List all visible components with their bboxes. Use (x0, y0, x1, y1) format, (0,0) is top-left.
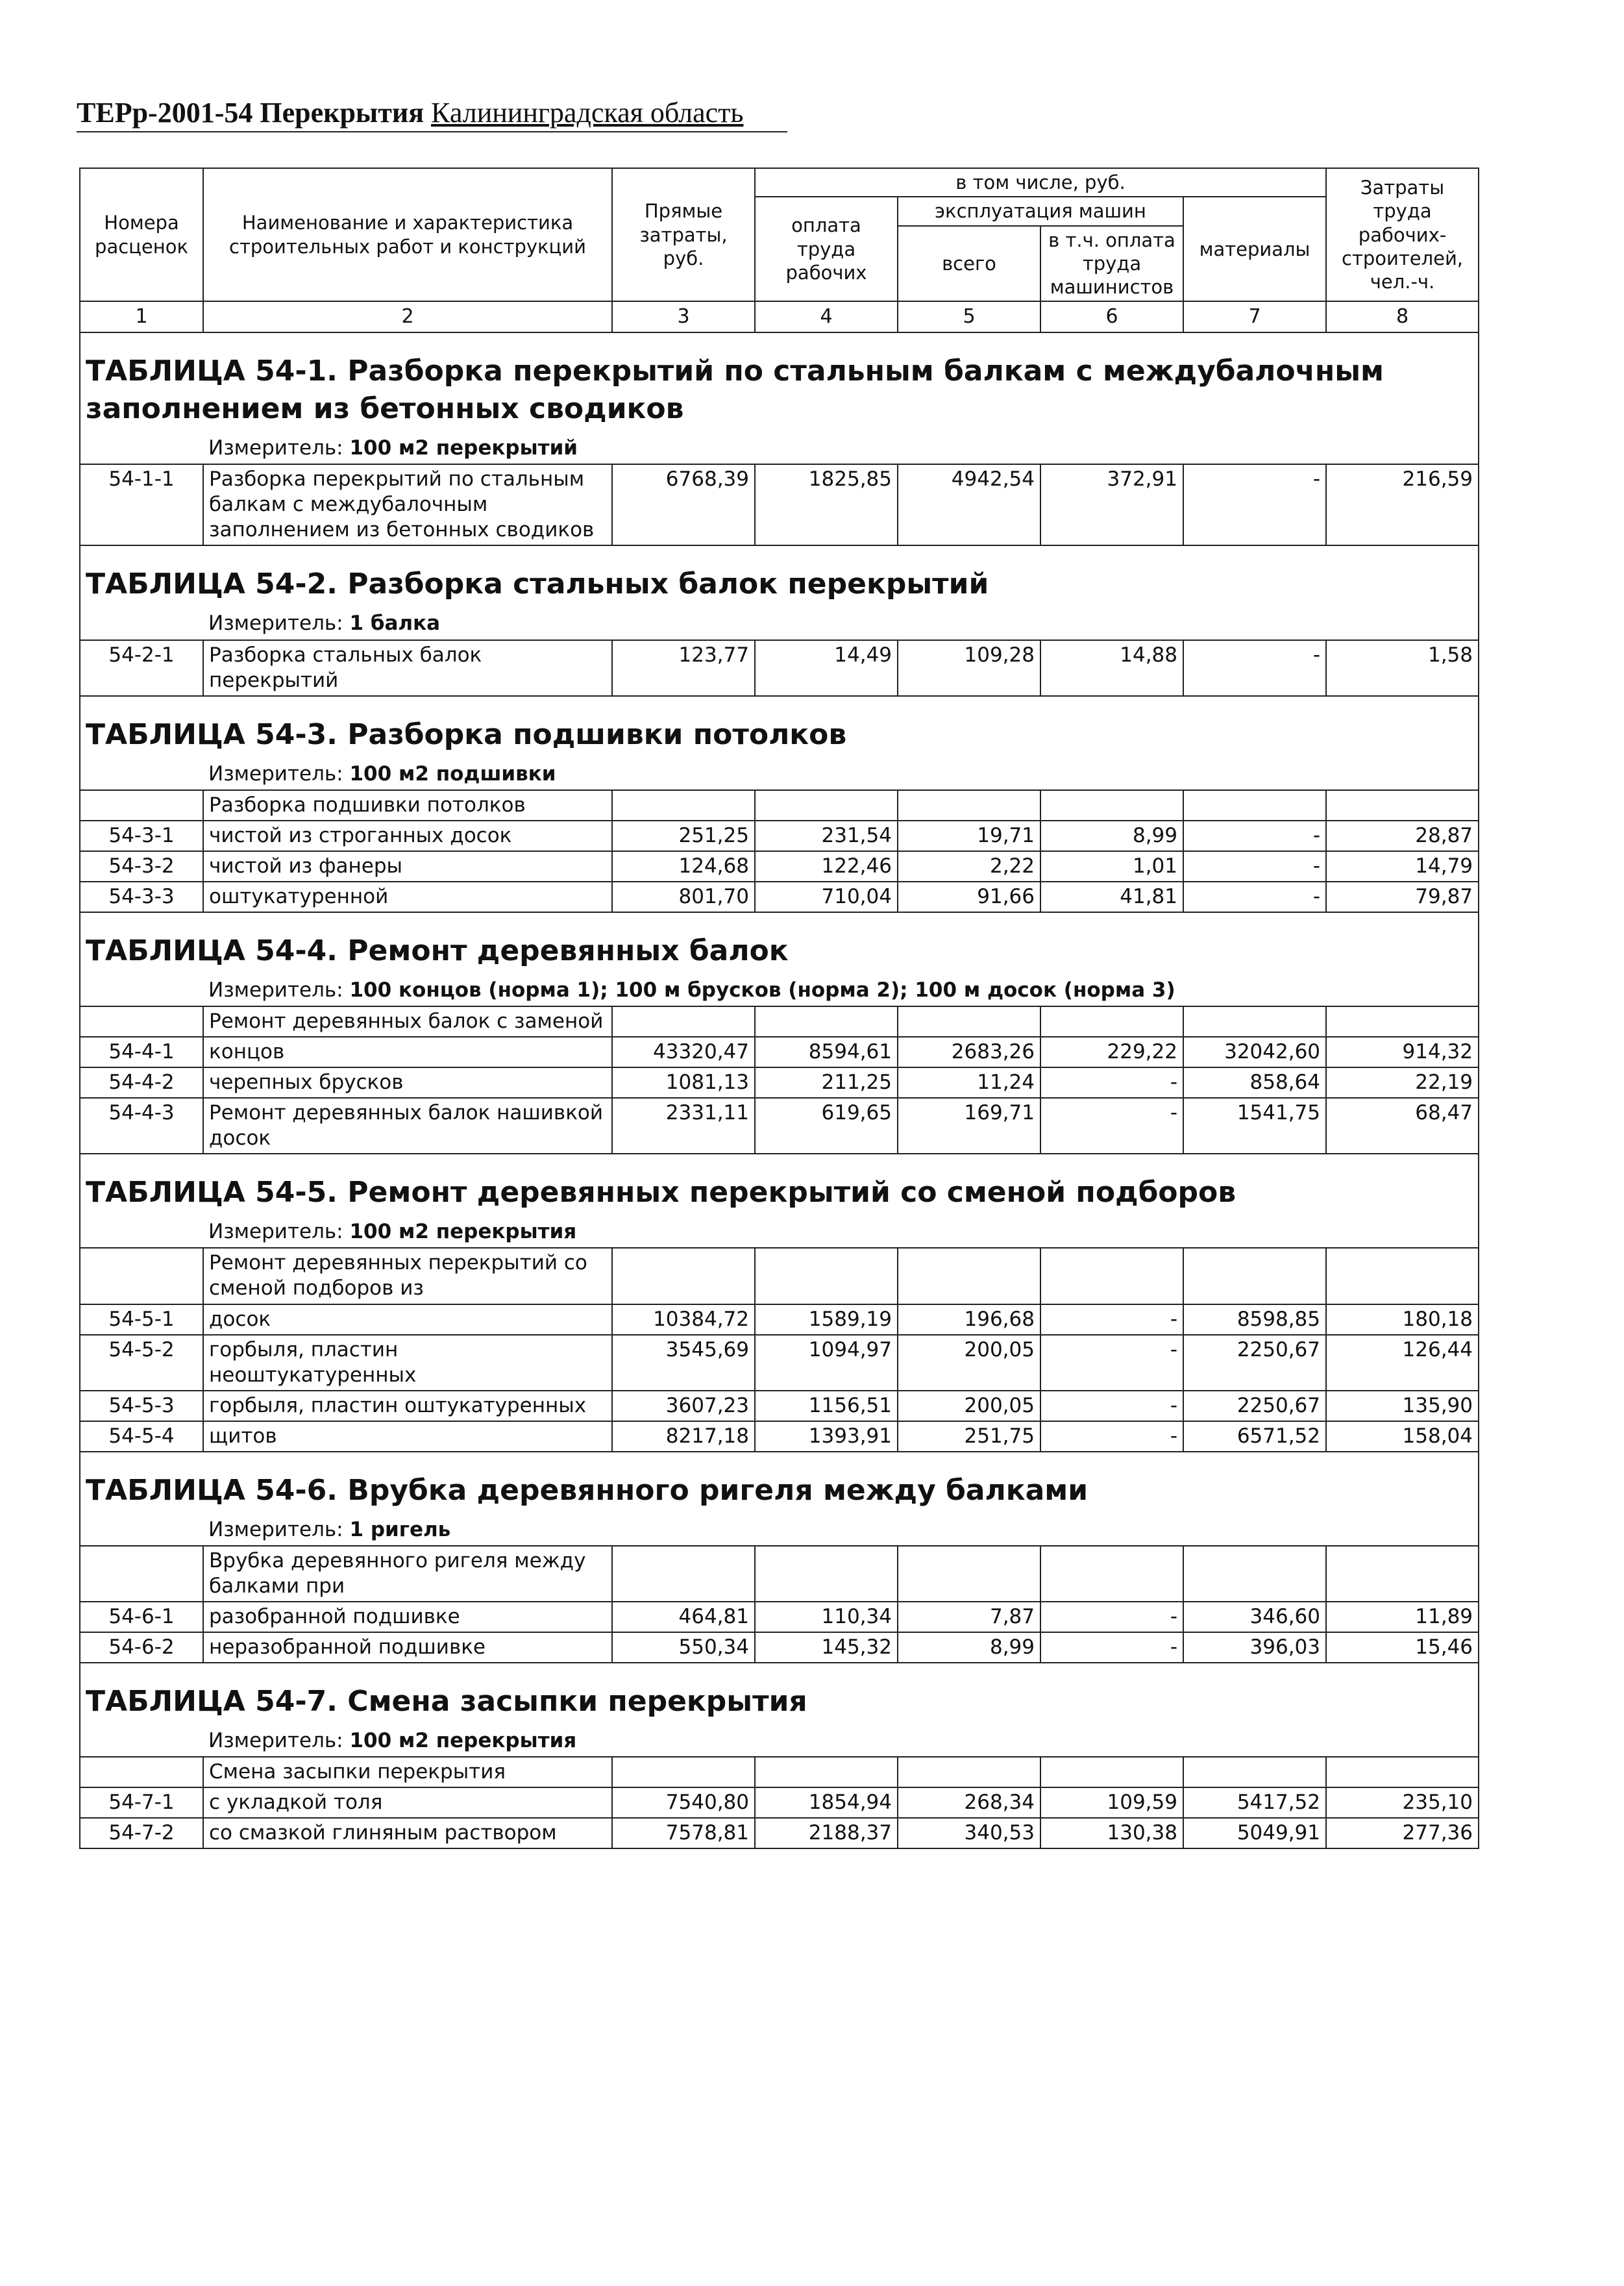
worker-wages: 145,32 (755, 1632, 898, 1663)
empty-cell (1040, 1248, 1183, 1304)
labor-hours: 79,87 (1326, 882, 1479, 912)
empty-cell (1183, 1757, 1326, 1787)
work-name: разобранной подшивке (203, 1602, 612, 1632)
work-name: оштукатуренной (203, 882, 612, 912)
machinist-wages: - (1040, 1098, 1183, 1154)
labor-hours: 1,58 (1326, 640, 1479, 696)
empty-cell (1326, 1006, 1479, 1037)
rate-code: 54-4-1 (80, 1037, 203, 1067)
measure-label: Измеритель: (208, 1220, 343, 1244)
col-header-materials: материалы (1183, 197, 1326, 301)
direct-costs: 3607,23 (612, 1391, 755, 1421)
direct-costs: 10384,72 (612, 1304, 755, 1335)
rate-code: 54-5-2 (80, 1335, 203, 1391)
measure-row (80, 976, 1479, 1006)
machinist-wages: 14,88 (1040, 640, 1183, 696)
table-title: ТАБЛИЦА 54-1. Разборка перекрытий по стальным балкам с междубалочным заполнением из бетонных сводиков (80, 332, 1479, 434)
measure-value: 100 м2 подшивки (349, 762, 556, 786)
worker-wages: 211,25 (755, 1067, 898, 1098)
direct-costs: 7540,80 (612, 1787, 755, 1818)
empty-cell (612, 1006, 755, 1037)
materials-cost: 5417,52 (1183, 1787, 1326, 1818)
table-title-row (80, 545, 1479, 610)
empty-cell (898, 790, 1040, 821)
measure-spacer (80, 1218, 203, 1248)
materials-cost: 6571,52 (1183, 1421, 1326, 1452)
rate-code: 54-7-1 (80, 1787, 203, 1818)
empty-cell (1326, 1546, 1479, 1602)
worker-wages: 14,49 (755, 640, 898, 696)
machinist-wages: 109,59 (1040, 1787, 1183, 1818)
column-number: 2 (203, 301, 612, 332)
measure-spacer (80, 434, 203, 464)
worker-wages: 619,65 (755, 1098, 898, 1154)
work-name: горбыля, пластин оштукатуренных (203, 1391, 612, 1421)
direct-costs: 8217,18 (612, 1421, 755, 1452)
labor-hours: 158,04 (1326, 1421, 1479, 1452)
header-row-1 (80, 168, 1479, 197)
direct-costs: 43320,47 (612, 1037, 755, 1067)
empty-cell (755, 790, 898, 821)
group-row (80, 1248, 1479, 1304)
rate-code: 54-7-2 (80, 1818, 203, 1848)
worker-wages: 110,34 (755, 1602, 898, 1632)
column-number: 1 (80, 301, 203, 332)
machinist-wages: - (1040, 1067, 1183, 1098)
table-title: ТАБЛИЦА 54-2. Разборка стальных балок перекрытий (80, 545, 1479, 610)
empty-cell (898, 1248, 1040, 1304)
rate-code: 54-2-1 (80, 640, 203, 696)
measure-label: Измеритель: (208, 1729, 343, 1753)
table-row (80, 1602, 1479, 1632)
labor-hours: 28,87 (1326, 821, 1479, 851)
measure-value: 100 м2 перекрытия (349, 1220, 577, 1244)
group-row (80, 1757, 1479, 1787)
worker-wages: 2188,37 (755, 1818, 898, 1848)
table-row (80, 1098, 1479, 1154)
worker-wages: 122,46 (755, 851, 898, 882)
measure-label: Измеритель: (208, 612, 343, 636)
group-code-cell (80, 1757, 203, 1787)
machine-operation: 340,53 (898, 1818, 1040, 1848)
group-label: Разборка подшивки потолков (203, 790, 612, 821)
machinist-wages: 130,38 (1040, 1818, 1183, 1848)
empty-cell (1183, 1248, 1326, 1304)
column-number: 3 (612, 301, 755, 332)
labor-hours: 216,59 (1326, 464, 1479, 545)
col-header-labor: Затраты труда рабочих-строителей, чел.-ч. (1326, 168, 1479, 301)
table-row (80, 464, 1479, 545)
materials-cost: - (1183, 464, 1326, 545)
column-number: 5 (898, 301, 1040, 332)
empty-cell (1326, 1757, 1479, 1787)
empty-cell (755, 1546, 898, 1602)
work-name: досок (203, 1304, 612, 1335)
machine-operation: 4942,54 (898, 464, 1040, 545)
measure (203, 1516, 1479, 1546)
work-name: концов (203, 1037, 612, 1067)
rate-code: 54-5-3 (80, 1391, 203, 1421)
empty-cell (1326, 790, 1479, 821)
labor-hours: 14,79 (1326, 851, 1479, 882)
machinist-wages: 1,01 (1040, 851, 1183, 882)
machinist-wages: - (1040, 1304, 1183, 1335)
table-row (80, 640, 1479, 696)
empty-cell (1040, 790, 1183, 821)
measure-spacer (80, 1516, 203, 1546)
table-row (80, 1818, 1479, 1848)
table-title-row (80, 696, 1479, 760)
work-name: с укладкой толя (203, 1787, 612, 1818)
measure (203, 1727, 1479, 1757)
empty-cell (612, 1248, 755, 1304)
col-header-wages: оплата труда рабочих (755, 197, 898, 301)
table-row (80, 1335, 1479, 1391)
rate-code: 54-3-2 (80, 851, 203, 882)
worker-wages: 1589,19 (755, 1304, 898, 1335)
work-name: неразобранной подшивке (203, 1632, 612, 1663)
measure-value: 100 концов (норма 1); 100 м брусков (норма 2); 100 м досок (норма 3) (349, 978, 1175, 1002)
measure-spacer (80, 1727, 203, 1757)
materials-cost: 2250,67 (1183, 1391, 1326, 1421)
direct-costs: 1081,13 (612, 1067, 755, 1098)
machinist-wages: - (1040, 1602, 1183, 1632)
direct-costs: 464,81 (612, 1602, 755, 1632)
rate-code: 54-3-1 (80, 821, 203, 851)
document-code: ТЕРр-2001-54 Перекрытия (77, 97, 424, 129)
column-number: 8 (1326, 301, 1479, 332)
column-number: 7 (1183, 301, 1326, 332)
table-row (80, 1067, 1479, 1098)
col-header-name: Наименование и характеристика строительных работ и конструкций (203, 168, 612, 301)
work-name: Разборка стальных балок перекрытий (203, 640, 612, 696)
measure (203, 760, 1479, 790)
col-header-num: Номера расценок (80, 168, 203, 301)
empty-cell (612, 1546, 755, 1602)
measure-value: 100 м2 перекрытий (349, 436, 578, 460)
labor-hours: 15,46 (1326, 1632, 1479, 1663)
machinist-wages: - (1040, 1391, 1183, 1421)
rate-code: 54-5-4 (80, 1421, 203, 1452)
col-header-machinist-wages: в т.ч. оплата труда машинистов (1040, 226, 1183, 302)
worker-wages: 1393,91 (755, 1421, 898, 1452)
empty-cell (1040, 1757, 1183, 1787)
table-row (80, 1421, 1479, 1452)
table-row (80, 882, 1479, 912)
machine-operation: 251,75 (898, 1421, 1040, 1452)
table-title: ТАБЛИЦА 54-6. Врубка деревянного ригеля между балками (80, 1452, 1479, 1516)
measure-row (80, 434, 1479, 464)
col-header-machines-total: всего (898, 226, 1040, 302)
measure-label: Измеритель: (208, 436, 343, 460)
labor-hours: 11,89 (1326, 1602, 1479, 1632)
table-title-row (80, 1452, 1479, 1516)
table-title: ТАБЛИЦА 54-3. Разборка подшивки потолков (80, 696, 1479, 760)
materials-cost: 396,03 (1183, 1632, 1326, 1663)
rate-code: 54-3-3 (80, 882, 203, 912)
measure-row (80, 760, 1479, 790)
empty-cell (612, 790, 755, 821)
direct-costs: 2331,11 (612, 1098, 755, 1154)
measure-spacer (80, 610, 203, 640)
table-row (80, 821, 1479, 851)
direct-costs: 124,68 (612, 851, 755, 882)
machine-operation: 2,22 (898, 851, 1040, 882)
worker-wages: 1156,51 (755, 1391, 898, 1421)
worker-wages: 710,04 (755, 882, 898, 912)
materials-cost: - (1183, 882, 1326, 912)
group-label: Ремонт деревянных перекрытий со сменой подборов из (203, 1248, 612, 1304)
measure-row (80, 1727, 1479, 1757)
materials-cost: 858,64 (1183, 1067, 1326, 1098)
labor-hours: 135,90 (1326, 1391, 1479, 1421)
measure-value: 100 м2 перекрытия (349, 1729, 577, 1753)
direct-costs: 123,77 (612, 640, 755, 696)
empty-cell (755, 1006, 898, 1037)
table-title-row (80, 912, 1479, 976)
measure-label: Измеритель: (208, 978, 343, 1002)
materials-cost: 2250,67 (1183, 1335, 1326, 1391)
group-row (80, 1006, 1479, 1037)
worker-wages: 1825,85 (755, 464, 898, 545)
empty-cell (755, 1757, 898, 1787)
table-row (80, 1037, 1479, 1067)
machinist-wages: - (1040, 1632, 1183, 1663)
machine-operation: 19,71 (898, 821, 1040, 851)
measure-value: 1 балка (349, 612, 441, 636)
measure (203, 976, 1479, 1006)
materials-cost: - (1183, 821, 1326, 851)
machine-operation: 7,87 (898, 1602, 1040, 1632)
machine-operation: 268,34 (898, 1787, 1040, 1818)
measure-row (80, 610, 1479, 640)
column-numbers-row (80, 301, 1479, 332)
direct-costs: 6768,39 (612, 464, 755, 545)
labor-hours: 126,44 (1326, 1335, 1479, 1391)
measure-spacer (80, 976, 203, 1006)
materials-cost: - (1183, 640, 1326, 696)
work-name: чистой из строганных досок (203, 821, 612, 851)
rate-code: 54-4-3 (80, 1098, 203, 1154)
rate-code: 54-6-1 (80, 1602, 203, 1632)
empty-cell (1183, 790, 1326, 821)
empty-cell (1040, 1546, 1183, 1602)
table-title-row (80, 332, 1479, 434)
materials-cost: - (1183, 851, 1326, 882)
table-row (80, 1787, 1479, 1818)
group-label: Врубка деревянного ригеля между балками при (203, 1546, 612, 1602)
rate-code: 54-5-1 (80, 1304, 203, 1335)
group-code-cell (80, 1006, 203, 1037)
machine-operation: 91,66 (898, 882, 1040, 912)
empty-cell (1040, 1006, 1183, 1037)
materials-cost: 32042,60 (1183, 1037, 1326, 1067)
labor-hours: 235,10 (1326, 1787, 1479, 1818)
empty-cell (1183, 1546, 1326, 1602)
worker-wages: 231,54 (755, 821, 898, 851)
machinist-wages: 372,91 (1040, 464, 1183, 545)
group-row (80, 790, 1479, 821)
group-code-cell (80, 1546, 203, 1602)
machinist-wages: 8,99 (1040, 821, 1183, 851)
table-title-row (80, 1154, 1479, 1218)
work-name: черепных брусков (203, 1067, 612, 1098)
materials-cost: 346,60 (1183, 1602, 1326, 1632)
rate-code: 54-1-1 (80, 464, 203, 545)
empty-cell (612, 1757, 755, 1787)
table-title: ТАБЛИЦА 54-4. Ремонт деревянных балок (80, 912, 1479, 976)
table-title: ТАБЛИЦА 54-5. Ремонт деревянных перекрытий со сменой подборов (80, 1154, 1479, 1218)
machinist-wages: 229,22 (1040, 1037, 1183, 1067)
work-name: со смазкой глиняным раствором (203, 1818, 612, 1848)
group-label: Ремонт деревянных балок с заменой (203, 1006, 612, 1037)
table-row (80, 851, 1479, 882)
worker-wages: 1094,97 (755, 1335, 898, 1391)
materials-cost: 1541,75 (1183, 1098, 1326, 1154)
machine-operation: 196,68 (898, 1304, 1040, 1335)
rates-table (79, 168, 1479, 1849)
labor-hours: 22,19 (1326, 1067, 1479, 1098)
machine-operation: 8,99 (898, 1632, 1040, 1663)
col-header-including: в том числе, руб. (755, 168, 1326, 197)
measure-spacer (80, 760, 203, 790)
direct-costs: 7578,81 (612, 1818, 755, 1848)
labor-hours: 277,36 (1326, 1818, 1479, 1848)
table-title: ТАБЛИЦА 54-7. Смена засыпки перекрытия (80, 1663, 1479, 1727)
machine-operation: 109,28 (898, 640, 1040, 696)
empty-cell (1183, 1006, 1326, 1037)
labor-hours: 68,47 (1326, 1098, 1479, 1154)
machinist-wages: - (1040, 1335, 1183, 1391)
group-label: Смена засыпки перекрытия (203, 1757, 612, 1787)
work-name: Ремонт деревянных балок нашивкой досок (203, 1098, 612, 1154)
work-name: чистой из фанеры (203, 851, 612, 882)
measure (203, 434, 1479, 464)
materials-cost: 5049,91 (1183, 1818, 1326, 1848)
table-row (80, 1304, 1479, 1335)
work-name: горбыля, пластин неоштукатуренных (203, 1335, 612, 1391)
rate-code: 54-4-2 (80, 1067, 203, 1098)
empty-cell (898, 1757, 1040, 1787)
column-number: 6 (1040, 301, 1183, 332)
direct-costs: 3545,69 (612, 1335, 755, 1391)
labor-hours: 914,32 (1326, 1037, 1479, 1067)
table-row (80, 1632, 1479, 1663)
empty-cell (1326, 1248, 1479, 1304)
materials-cost: 8598,85 (1183, 1304, 1326, 1335)
col-header-direct: Прямые затраты, руб. (612, 168, 755, 301)
document-region: Калининградская область (431, 97, 744, 129)
page-header (77, 96, 743, 129)
direct-costs: 801,70 (612, 882, 755, 912)
empty-cell (755, 1248, 898, 1304)
measure-label: Измеритель: (208, 762, 343, 786)
direct-costs: 550,34 (612, 1632, 755, 1663)
machinist-wages: 41,81 (1040, 882, 1183, 912)
worker-wages: 8594,61 (755, 1037, 898, 1067)
machinist-wages: - (1040, 1421, 1183, 1452)
measure-row (80, 1218, 1479, 1248)
measure (203, 610, 1479, 640)
machine-operation: 200,05 (898, 1391, 1040, 1421)
table-title-row (80, 1663, 1479, 1727)
machine-operation: 200,05 (898, 1335, 1040, 1391)
work-name: щитов (203, 1421, 612, 1452)
empty-cell (898, 1546, 1040, 1602)
machine-operation: 169,71 (898, 1098, 1040, 1154)
group-code-cell (80, 790, 203, 821)
column-number: 4 (755, 301, 898, 332)
empty-cell (898, 1006, 1040, 1037)
measure-value: 1 ригель (349, 1517, 451, 1541)
col-header-machines: эксплуатация машин (898, 197, 1183, 225)
rate-code: 54-6-2 (80, 1632, 203, 1663)
table-row (80, 1391, 1479, 1421)
measure-label: Измеритель: (208, 1517, 343, 1541)
machine-operation: 11,24 (898, 1067, 1040, 1098)
measure-row (80, 1516, 1479, 1546)
direct-costs: 251,25 (612, 821, 755, 851)
machine-operation: 2683,26 (898, 1037, 1040, 1067)
group-code-cell (80, 1248, 203, 1304)
header-underline (77, 131, 787, 132)
work-name: Разборка перекрытий по стальным балкам с междубалочным заполнением из бетонных сводиков (203, 464, 612, 545)
labor-hours: 180,18 (1326, 1304, 1479, 1335)
worker-wages: 1854,94 (755, 1787, 898, 1818)
measure (203, 1218, 1479, 1248)
group-row (80, 1546, 1479, 1602)
